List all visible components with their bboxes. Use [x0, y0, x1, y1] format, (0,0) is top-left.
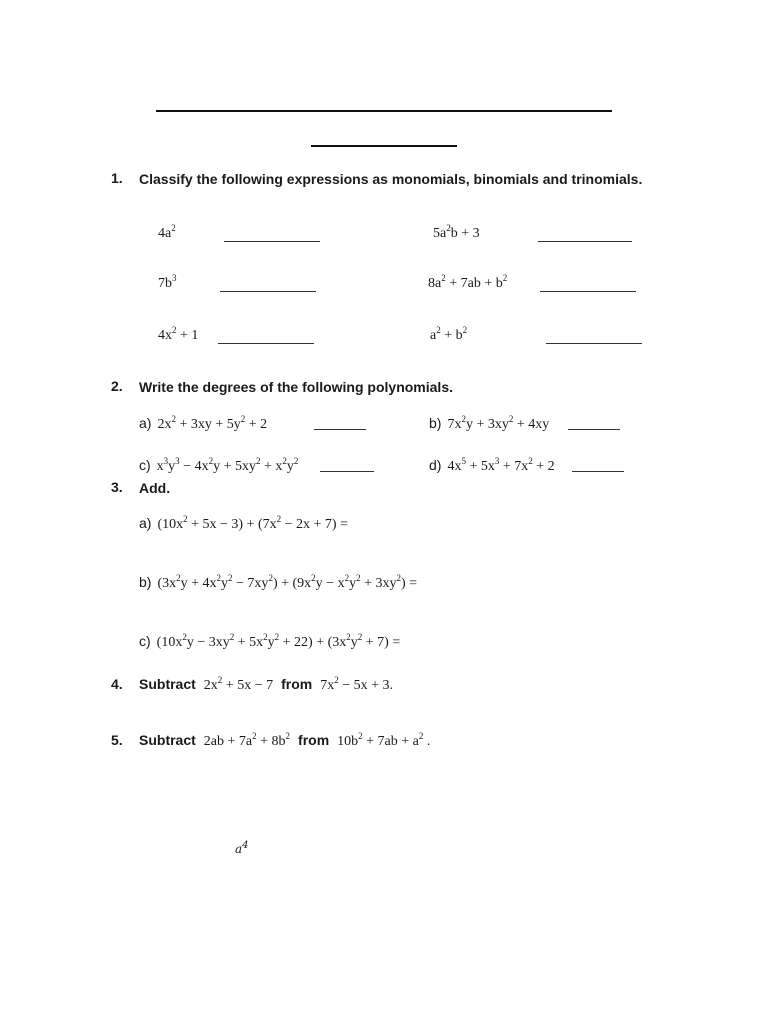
q2-item-a	[139, 415, 267, 433]
q2-expr-c: $x^3y^3 - 4x^2y + 5xy^2 + x^2y^2$	[156, 456, 299, 474]
title-rule-long	[156, 110, 612, 112]
q2-blank-c[interactable]	[320, 471, 374, 472]
q2-label-c: c)	[139, 457, 151, 473]
q1-expr-5: $4x^2 + 1$	[158, 325, 199, 343]
q3-expr-b: $(3x^2y + 4x^2y^2 - 7xy^2) + (9x^2y - x^2y^2 + 3xy^2)$ =	[157, 573, 418, 591]
q5-line	[111, 731, 430, 750]
q3-label-a: a)	[139, 515, 152, 531]
q4-expr-2: $7x^2 - 5x + 3$.	[320, 675, 394, 693]
q3-expr-c: $(10x^2y - 3xy^2 + 5x^2y^2 + 22) + (3x^2y^2 + 7)$ =	[156, 632, 401, 650]
q1-blank-5[interactable]	[218, 343, 314, 344]
q3-expr-a: $(10x^2 + 5x - 3) + (7x^2 - 2x + 7)$ =	[157, 514, 348, 532]
q4-number: 4.	[111, 676, 123, 692]
q1-expr-2: $5a^2b + 3$	[433, 223, 480, 241]
q4-word-subtract: Subtract	[139, 676, 196, 692]
q2-label-a: a)	[139, 415, 152, 431]
q3-text: Add.	[139, 480, 171, 496]
q1-blank-4[interactable]	[540, 291, 636, 292]
q2-blank-a[interactable]	[314, 429, 366, 430]
q1-blank-2[interactable]	[538, 241, 632, 242]
q5-number: 5.	[111, 732, 123, 748]
q3-label-c: c)	[139, 633, 151, 649]
q2-label-d: d)	[429, 457, 442, 473]
q4-expr-1: $2x^2 + 5x - 7$	[203, 675, 274, 693]
q3-item-c	[139, 633, 400, 651]
q2-label-b: b)	[429, 415, 442, 431]
q5-expr-1: $2ab + 7a^2 + 8b^2$	[203, 731, 291, 749]
q1-expr-3: $7b^3$	[158, 273, 177, 291]
q3-item-a	[139, 515, 348, 533]
q1-expr-1: $4a^2$	[158, 223, 176, 241]
q2-blank-d[interactable]	[572, 471, 624, 472]
q2-expr-a: $2x^2 + 3xy + 5y^2 + 2$	[157, 414, 268, 432]
q5-expr-2: $10b^2 + 7ab + a^2$ .	[337, 731, 431, 749]
title-rule-short	[311, 145, 457, 147]
q1-expr-6: $a^2 + b^2$	[430, 325, 468, 343]
q3-item-b	[139, 574, 417, 592]
q1-blank-1[interactable]	[224, 241, 320, 242]
stray-expression: $a^4$	[235, 840, 249, 856]
q1-blank-3[interactable]	[220, 291, 316, 292]
q2-expr-b: $7x^2y + 3xy^2 + 4xy$	[447, 414, 550, 432]
q5-word-from: from	[298, 732, 330, 748]
q5-word-subtract: Subtract	[139, 732, 196, 748]
q1-blank-6[interactable]	[546, 343, 642, 344]
q2-item-b	[429, 415, 549, 433]
q3-number: 3.	[111, 479, 123, 495]
q1-text: Classify the following expressions as monomials, binomials and trinomials.	[139, 171, 643, 187]
q4-word-from: from	[281, 676, 313, 692]
q2-blank-b[interactable]	[568, 429, 620, 430]
q1-expr-4: $8a^2 + 7ab + b^2$	[428, 273, 508, 291]
q2-expr-d: $4x^5 + 5x^3 + 7x^2 + 2$	[447, 456, 555, 474]
q4-line	[111, 675, 393, 694]
q2-number: 2.	[111, 378, 123, 394]
q2-item-d	[429, 457, 555, 475]
q2-item-c	[139, 457, 298, 475]
q1-number: 1.	[111, 170, 123, 186]
q3-label-b: b)	[139, 574, 152, 590]
q2-text: Write the degrees of the following polynomials.	[139, 379, 453, 395]
